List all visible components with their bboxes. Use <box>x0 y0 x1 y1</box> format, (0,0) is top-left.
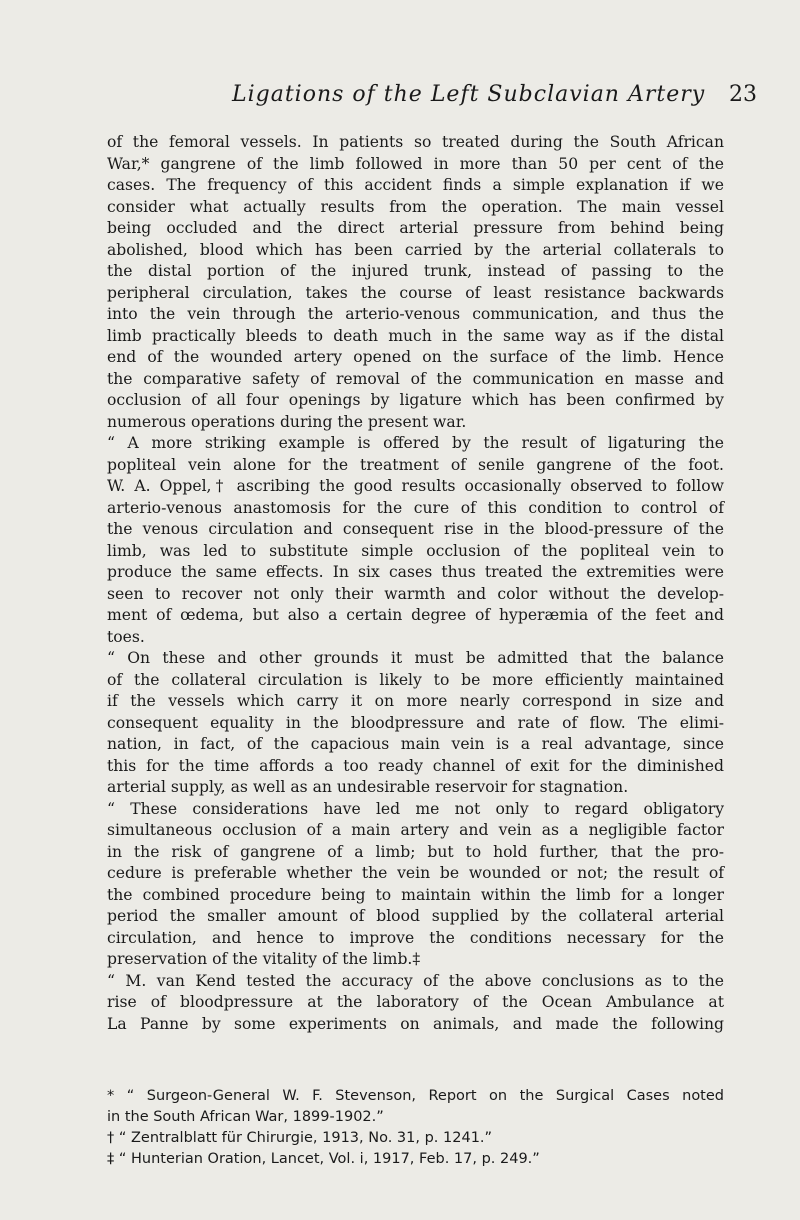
text-line: occlusion of all four openings by ligature which has been confirmed by <box>107 391 724 409</box>
text-line: arterial supply, as well as an undesirable reservoir for stagnation. <box>107 778 629 796</box>
text-line: abolished, blood which has been carried by the arterial collaterals to <box>107 240 724 259</box>
running-title: Ligations of the Left Subclavian Artery <box>232 82 706 107</box>
footnote-line: ‡ “ Hunterian Oration, Lancet, Vol. i, 1917, Feb. 17, p. 249.” <box>107 1151 540 1167</box>
text-line: preservation of the vitality of the limb.‡ <box>107 950 421 968</box>
text-line: rise of bloodpressure at the laboratory of the Ocean Ambulance at <box>107 993 724 1011</box>
footnotes <box>107 1086 724 1170</box>
page-number: 23 <box>729 82 757 107</box>
text-line: peripheral circulation, takes the course of least resistance backwards <box>107 283 724 302</box>
text-line: cases. The frequency of this accident finds a simple explanation if we <box>107 176 724 194</box>
text-line: popliteal vein alone for the treatment of senile gangrene of the foot. <box>107 455 724 474</box>
text-line: “ A more striking example is offered by the result of ligaturing the <box>107 434 724 452</box>
text-line: into the vein through the arterio-venous communication, and thus the <box>107 305 724 323</box>
text-line: of the collateral circulation is likely to be more efficiently maintained <box>107 670 724 689</box>
text-line: end of the wounded artery opened on the surface of the limb. Hence <box>107 348 724 366</box>
text-line: La Panne by some experiments on animals, and made the following <box>107 1014 724 1033</box>
text-line: toes. <box>107 627 145 646</box>
text-line: the venous circulation and consequent rise in the blood-pressure of the <box>107 520 724 538</box>
text-line: numerous operations during the present war. <box>107 412 467 431</box>
text-line: simultaneous occlusion of a main artery and vein as a negligible factor <box>107 821 724 839</box>
text-line: W. A. Oppel,† ascribing the good results occasionally observed to follow <box>107 477 724 495</box>
text-line: the combined procedure being to maintain within the limb for a longer <box>107 885 724 904</box>
text-line: limb practically bleeds to death much in the same way as if the distal <box>107 326 724 345</box>
text-line: “ On these and other grounds it must be admitted that the balance <box>107 649 724 667</box>
text-line: period the smaller amount of blood supplied by the collateral arterial <box>107 907 724 925</box>
text-line: “ M. van Kend tested the accuracy of the above conclusions as to the <box>107 971 724 990</box>
text-line: of the femoral vessels. In patients so treated during the South African <box>107 133 724 151</box>
text-line: “ These considerations have led me not only to regard obligatory <box>107 799 724 818</box>
footnote-line: † “ Zentralblatt für Chirurgie, 1913, No. 31, p. 1241.” <box>107 1130 493 1146</box>
text-line: in the risk of gangrene of a limb; but to hold further, that the pro- <box>107 842 724 861</box>
text-line: if the vessels which carry it on more nearly correspond in size and <box>107 692 724 710</box>
body-text <box>107 132 724 1035</box>
text-line: War,* gangrene of the limb followed in more than 50 per cent of the <box>107 154 724 173</box>
text-line: cedure is preferable whether the vein be wounded or not; the result of <box>107 864 724 882</box>
footnote-line: in the South African War, 1899-1902.” <box>107 1109 384 1125</box>
text-line: consequent equality in the bloodpressure and rate of flow. The elimi- <box>107 713 724 732</box>
footnote-line: * “ Surgeon-General W. F. Stevenson, Report on the Surgical Cases noted <box>107 1088 724 1104</box>
page-header <box>0 80 800 120</box>
text-line: being occluded and the direct arterial pressure from behind being <box>107 219 724 237</box>
text-line: consider what actually results from the operation. The main vessel <box>107 197 724 216</box>
text-line: this for the time affords a too ready channel of exit for the diminished <box>107 756 724 775</box>
text-line: circulation, and hence to improve the conditions necessary for the <box>107 928 724 947</box>
text-line: produce the same effects. In six cases thus treated the extremities were <box>107 563 724 581</box>
text-line: limb, was led to substitute simple occlusion of the popliteal vein to <box>107 541 724 560</box>
text-line: nation, in fact, of the capacious main vein is a real advantage, since <box>107 735 724 753</box>
text-line: the distal portion of the injured trunk, instead of passing to the <box>107 262 724 280</box>
text-line: arterio-venous anastomosis for the cure of this condition to control of <box>107 498 724 517</box>
text-line: the comparative safety of removal of the communication en masse and <box>107 369 724 388</box>
text-line: seen to recover not only their warmth and color without the develop- <box>107 584 724 603</box>
text-line: ment of œdema, but also a certain degree of hyperæmia of the feet and <box>107 606 724 624</box>
